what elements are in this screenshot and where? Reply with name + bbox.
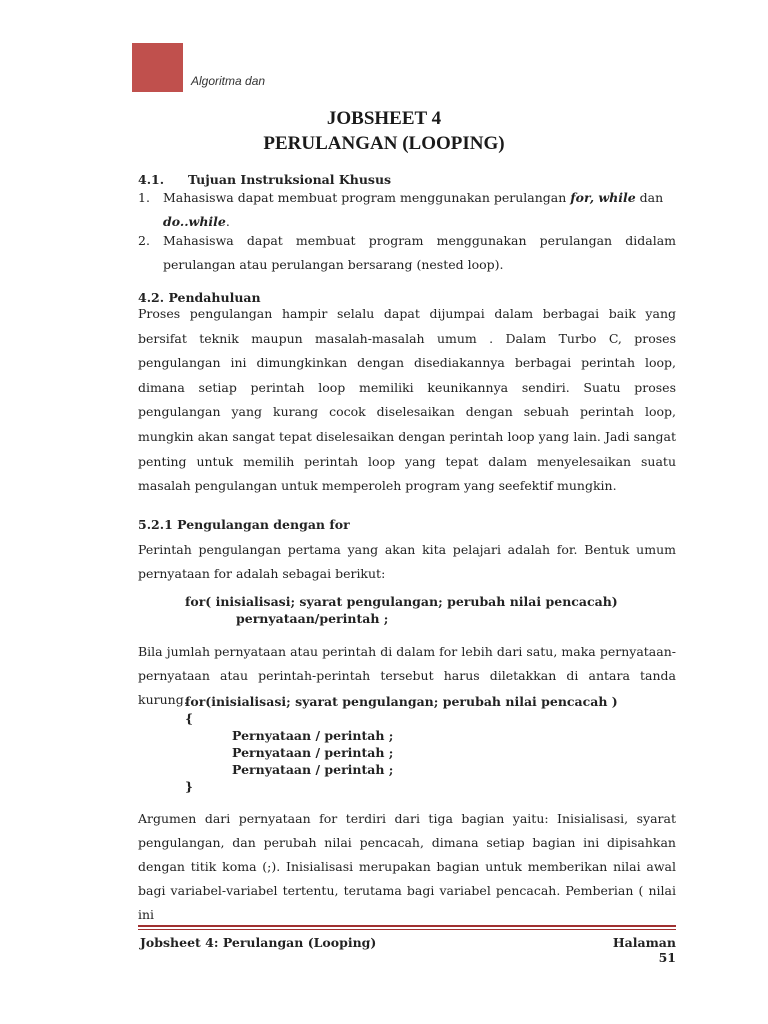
objective-2-line2: perulangan atau perulangan bersarang (nested loop). [163,257,504,272]
for-intro-paragraph: Perintah pengulangan pertama yang akan kita pelajari adalah for. Bentuk umum pernyataan for adalah sebagai berikut: [138,542,676,581]
section-4-2-title: 4.2. Pendahuluan [138,290,261,305]
code1-line2: pernyataan/perintah ; [236,611,389,626]
section-4-1-title: Tujuan Instruksional Khusus [188,172,392,187]
objective-1-number: 1. [138,190,150,205]
header-text: Algoritma dan [191,74,266,88]
header-accent-block [132,43,183,92]
objective-1-keywords: for, while [570,190,636,205]
intro-paragraph: Proses pengulangan hampir selalu dapat dijumpai dalam berbagai baik yang bersifat teknik maupun masalah-masalah umum . Dalam Turbo C, proses pengulangan ini dimungkinkan dengan disediakannya berbagai perintah loop, dimana setiap perintah loop memiliki keunikannya sendiri. Suatu proses pengulangan yang kurang cocok diselesaikan dengan sebuah perintah loop, mungkin akan sangat tepat diselesaikan dengan perintah loop yang lain. Jadi sangat penting untuk memilih perintah loop yang tepat dalam menyelesaikan suatu masalah pengulangan untuk memperoleh program yang seefektif mungkin. [138,306,676,494]
arguments-paragraph: Argumen dari pernyataan for terdiri dari tiga bagian yaitu: Inisialisasi, syarat pengulangan, dan perubah nilai pencacah, dimana setiap bagian ini dipisahkan dengan titik koma (;). Inisialisasi merupakan bagian untuk memberikan nilai awal bagi variabel-variabel tertentu, terutama bagi variabel pencacah. Pemberian ( nilai ini [138,811,676,922]
objective-2-text: Mahasiswa dapat membuat program menggunakan perulangan didalam [163,233,676,248]
code2-open-brace: { [185,711,194,726]
objective-1 [138,186,676,210]
objective-2-number: 2. [138,233,150,248]
footer-rule-thick [138,925,676,927]
section-5-2-1-title: 5.2.1 Pengulangan dengan for [138,517,350,532]
footer-doc-title: Jobsheet 4: Perulangan (Looping) [140,935,377,950]
objective-2-line1 [138,229,676,253]
objective-1-text: Mahasiswa dapat membuat program menggunakan perulangan [163,190,571,205]
code2-stmt-3: Pernyataan / perintah ; [232,762,394,777]
code2-close-brace: } [185,779,194,794]
objective-1-connector: dan [635,190,664,205]
multi-statement-paragraph: Bila jumlah pernyataan atau perintah di dalam for lebih dari satu, maka pernyataan-pernyataan atau perintah-perintah tersebut harus diletakkan di antara tanda kurung. [138,644,676,707]
objective-1-keyword-dowhile: do..while [163,214,226,229]
objective-1-period: . [225,214,230,229]
code2-stmt-2: Pernyataan / perintah ; [232,745,394,760]
code1-line1: for( inisialisasi; syarat pengulangan; perubah nilai pencacah) [185,594,618,609]
doc-title-line2: PERULANGAN (LOOPING) [263,133,505,154]
footer-page-number: Halaman 51 [612,935,676,965]
section-4-1-number: 4.1. [138,172,165,187]
doc-title-line1: JOBSHEET 4 [326,108,442,129]
footer-rule-thin [138,929,676,930]
code2-stmt-1: Pernyataan / perintah ; [232,728,394,743]
code2-line1: for(inisialisasi; syarat pengulangan; perubah nilai pencacah ) [185,694,618,709]
